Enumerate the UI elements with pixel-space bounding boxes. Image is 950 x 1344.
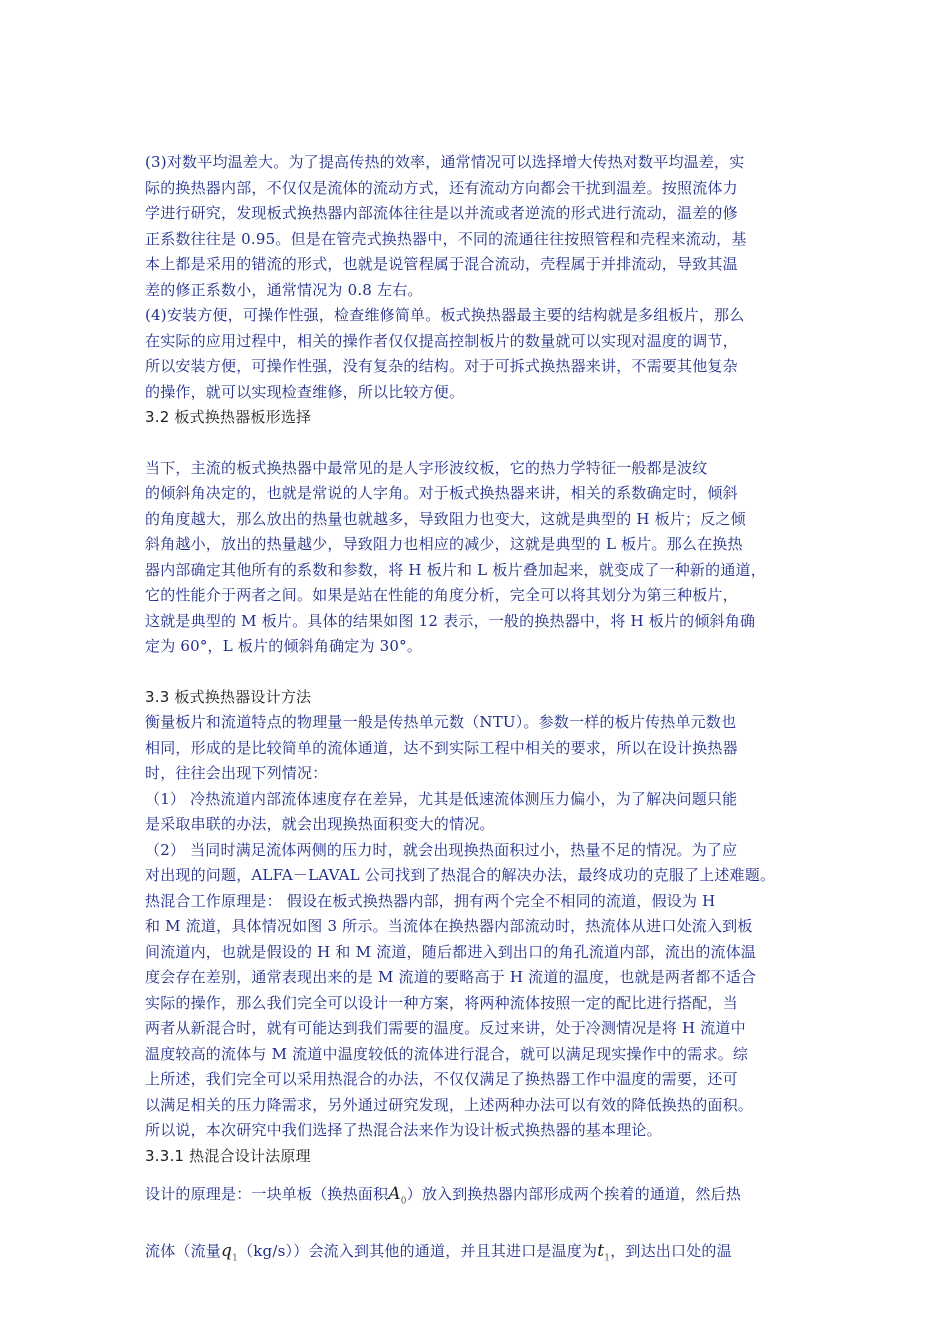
symbol-letter: q bbox=[221, 1241, 233, 1262]
text-line: 以满足相关的压力降需求，另外通过研究发现，上述两种办法可以有效的降低换热的面积。 bbox=[145, 1095, 754, 1114]
text-line: （1） 冷热流道内部流体速度存在差异，尤其是低速流体测压力偏小，为了解决问题只能 bbox=[145, 789, 738, 808]
flow-symbol bbox=[221, 1241, 239, 1264]
text-line: 器内部确定其他所有的系数和参数，将 H 板片和 L 板片叠加起来，就变成了一种新的通道， bbox=[145, 560, 766, 579]
text-run: 设计的原理是：一块单板（换热面积 bbox=[145, 1185, 389, 1203]
spacer bbox=[145, 431, 805, 456]
text-run: （kg/s））会流入到其他的通道，并且其进口是温度为 bbox=[238, 1242, 598, 1261]
text-line: 所以说，本次研究中我们选择了热混合法来作为设计板式换热器的基本理论。 bbox=[145, 1121, 662, 1139]
text-line: 差的修正系数小，通常情况为 0.8 左右。 bbox=[145, 280, 423, 299]
text-line: 斜角越小，放出的热量越少，导致阻力也相应的减少，这就是典型的 L 板片。那么在换热 bbox=[145, 535, 743, 553]
text-run: 流体（流量 bbox=[145, 1242, 222, 1261]
paragraph-thermal-mixing bbox=[145, 889, 805, 1144]
text-line: 间流道内，也就是假设的 H 和 M 流道，随后都进入到出口的角孔流道内部，流出的流体温 bbox=[145, 942, 757, 961]
text-line: (3)对数平均温差大。为了提高传热的效率，通常情况可以选择增大传热对数平均温差，实 bbox=[145, 153, 745, 171]
text-line: 学进行研究，发现板式换热器内部流体往往是以并流或者逆流的形式进行流动，温差的修 bbox=[145, 204, 738, 222]
symbol-letter: t bbox=[597, 1241, 605, 1262]
text-line: 度会存在差别，通常表现出来的是 M 流道的要略高于 H 流道的温度，也就是两者都不适合 bbox=[145, 968, 757, 986]
text-line: 温度较高的流体与 M 流道中温度较低的流体进行混合，就可以满足现实操作中的需求。综 bbox=[145, 1044, 749, 1063]
paragraph-3 bbox=[145, 150, 805, 303]
text-line: 所以安装方便，可操作性强，没有复杂的结构。对于可拆式换热器来讲，不需要其他复杂 bbox=[145, 357, 738, 375]
section-heading-3-2: 3.2 板式换热器板形选择 bbox=[145, 408, 312, 426]
text-line: 是采取串联的办法，就会出现换热面积变大的情况。 bbox=[145, 815, 495, 833]
text-line: 这就是典型的 M 板片。具体的结果如图 12 表示，一般的换热器中，将 H 板片的倾斜角确 bbox=[145, 611, 756, 630]
paragraph-4 bbox=[145, 303, 805, 405]
text-line: 在实际的应用过程中，相关的操作者仅仅提高控制板片的数量就可以实现对温度的调节， bbox=[145, 331, 738, 350]
paragraph-ntu bbox=[145, 710, 805, 787]
text-line: 的倾斜角决定的，也就是常说的人字角。对于板式换热器来讲，相关的系数确定时，倾斜 bbox=[145, 484, 738, 502]
text-line: 衡量板片和流道特点的物理量一般是传热单元数（NTU）。参数一样的板片传热单元数也 bbox=[145, 713, 737, 731]
text-line: 定为 60°，L 板片的倾斜角确定为 30°。 bbox=[145, 637, 423, 655]
text-line: 相同，形成的是比较简单的流体通道，达不到实际工程中相关的要求，所以在设计换热器 bbox=[145, 738, 738, 757]
text-line: 它的性能介于两者之间。如果是站在性能的角度分析，完全可以将其划分为第三种板片， bbox=[145, 586, 738, 604]
text-line: 正系数往往是 0.95。但是在管壳式换热器中，不同的流通往往按照管程和壳程来流动，基 bbox=[145, 229, 747, 248]
text-line: (4)安装方便，可操作性强，检查维修简单。板式换热器最主要的结构就是多组板片，那么 bbox=[145, 306, 745, 324]
formula-line-2 bbox=[145, 1226, 805, 1283]
text-line: 上所述，我们完全可以采用热混合的办法，不仅仅满足了换热器工作中温度的需要，还可 bbox=[145, 1070, 738, 1088]
text-line: （2） 当同时满足流体两侧的压力时，就会出现换热面积过小，热量不足的情况。为了应 bbox=[145, 840, 738, 859]
text-line: 当下，主流的板式换热器中最常见的是人字形波纹板，它的热力学特征一般都是波纹 bbox=[145, 458, 708, 477]
text-line: 两者从新混合时，就有可能达到我们需要的温度。反过来讲，处于冷测情况是将 H 流道中 bbox=[145, 1019, 746, 1037]
symbol-subscript: 1 bbox=[232, 1253, 239, 1264]
temperature-symbol bbox=[597, 1241, 611, 1264]
spacer bbox=[145, 125, 805, 150]
text-line: 的角度越大，那么放出的热量也就越多，导致阻力也变大，这就是典型的 H 板片；反之倾 bbox=[145, 509, 746, 528]
text-line: 热混合工作原理是： 假设在板式换热器内部，拥有两个完全不相同的流道，假设为 H bbox=[145, 891, 716, 910]
area-symbol bbox=[388, 1184, 407, 1207]
document-body bbox=[145, 125, 805, 1284]
paragraph-plate-types bbox=[145, 456, 805, 660]
text-line: 本上都是采用的错流的形式，也就是说管程属于混合流动，壳程属于并排流动，导致其温 bbox=[145, 255, 738, 273]
formula-line-1 bbox=[145, 1169, 805, 1226]
section-heading-3-3: 3.3 板式换热器设计方法 bbox=[145, 687, 312, 706]
list-item-1 bbox=[145, 787, 805, 838]
text-run: ）放入到换热器内部形成两个挨着的通道，然后热 bbox=[406, 1185, 742, 1203]
symbol-subscript: 0 bbox=[400, 1196, 407, 1207]
text-line: 实际的操作，那么我们完全可以设计一种方案，将两种流体按照一定的配比进行搭配，当 bbox=[145, 993, 738, 1012]
symbol-subscript: 1 bbox=[604, 1253, 611, 1264]
text-line: 时，往往会出现下列情况： bbox=[145, 764, 328, 782]
section-heading-3-3-1: 3.3.1 热混合设计法原理 bbox=[145, 1146, 311, 1165]
text-line: 际的换热器内部，不仅仅是流体的流动方式，还有流动方向都会干扰到温差。按照流体力 bbox=[145, 178, 738, 197]
list-item-2 bbox=[145, 838, 805, 889]
text-line: 和 M 流道，具体情况如图 3 所示。当流体在换热器内部流动时，热流体从进口处流入到板 bbox=[145, 917, 753, 935]
spacer bbox=[145, 660, 805, 685]
symbol-letter: A bbox=[388, 1184, 401, 1204]
text-run: ，到达出口处的温 bbox=[610, 1242, 732, 1261]
text-line: 对出现的问题，ALFA－LAVAL 公司找到了热混合的解决办法，最终成功的克服了上述难题。 bbox=[145, 866, 776, 884]
text-line: 的操作，就可以实现检查维修，所以比较方便。 bbox=[145, 382, 465, 401]
